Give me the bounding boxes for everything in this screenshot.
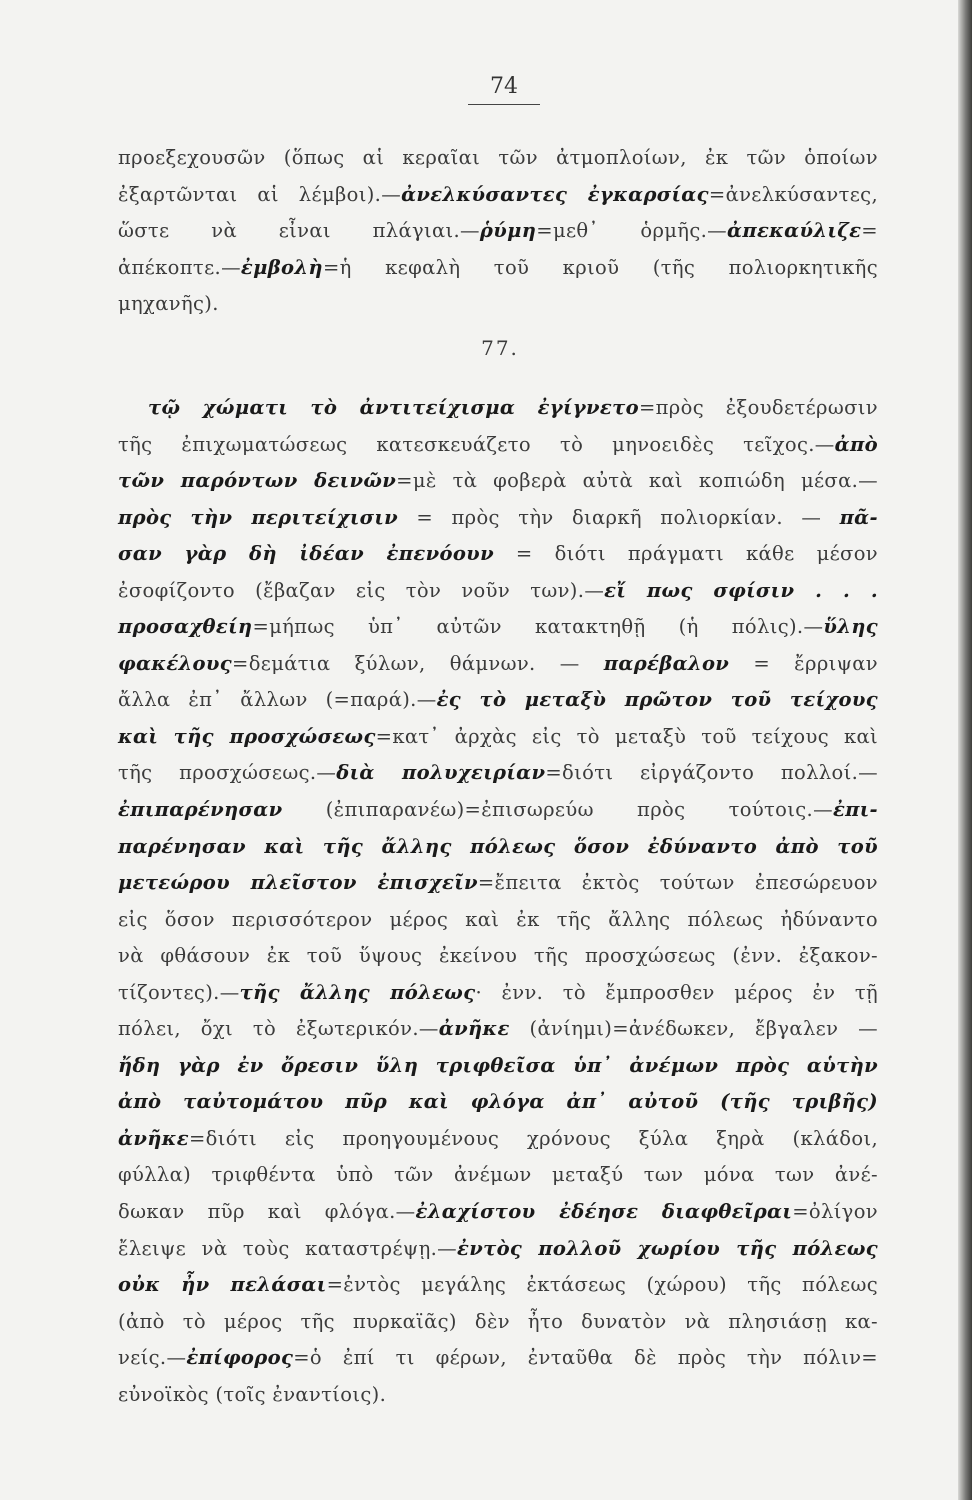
gloss-text: (ἐπιπαρανέω)=ἐπισωρεύω πρὸς τούτοις.—: [282, 798, 833, 822]
lemma-term: φακέλους: [118, 651, 233, 675]
text-line: [118, 646, 878, 683]
text-line: [118, 829, 878, 866]
page-number: 74: [468, 74, 540, 105]
gloss-text: ἔλειψε νὰ τοὺς καταστρέψῃ.—: [118, 1236, 458, 1260]
gloss-text: τῆς προσχώσεως.—: [118, 761, 337, 785]
gloss-text: μηχανῆς).: [118, 292, 219, 316]
text-line: [118, 573, 878, 610]
gloss-text: =πρὸς ἐξουδετέρωσιν: [638, 396, 878, 419]
gloss-text: · ἐνν. τὸ ἔμπροσθεν μέρος ἐν τῇ: [475, 980, 878, 1004]
gloss-text: =: [861, 219, 878, 243]
text-line: [118, 1011, 878, 1048]
lemma-term: ἀνελκύσαντες ἐγκαρσίας: [401, 182, 709, 206]
text-line: [118, 865, 878, 902]
lemma-term: μετεώρου πλεῖστον ἐπισχεῖν: [118, 871, 478, 895]
text-line: [118, 1084, 878, 1121]
lemma-term: ἀπεκαύλιζε: [727, 219, 862, 243]
lemma-term: τῶν παρόντων δεινῶν: [118, 469, 397, 493]
lemma-term: οὐκ ἦν πελάσαι: [118, 1273, 327, 1297]
gloss-text: =διότι εἰς προηγουμένους χρόνους ξύλα ξηρὰ (κλάδοι,: [188, 1126, 878, 1150]
gloss-text: = πρὸς τὴν διαρκῆ πολιορκίαν. —: [398, 505, 840, 529]
gloss-text: = ἔρριψαν: [729, 651, 878, 675]
lemma-term: ἐλαχίστου ἐδέησε διαφθεῖραι: [415, 1200, 793, 1224]
commentary-paragraph-1: [118, 140, 878, 323]
lemma-term: ἐμβολὴ: [240, 255, 323, 279]
lemma-term: τῷ χώματι τὸ ἀντιτείχισμα ἐγίγνετο: [148, 396, 639, 419]
lemma-term: πᾶ-: [839, 505, 878, 529]
text-line: [118, 1231, 878, 1268]
lemma-term: ἀνῆκε: [438, 1017, 510, 1041]
text-line: [118, 1377, 878, 1414]
gloss-text: ἐσοφίζοντο (ἔβαζαν εἰς τὸν νοῦν των).—: [118, 578, 605, 602]
gloss-text: (ἀπὸ τὸ μέρος τῆς πυρκαϊᾶς) δὲν ἦτο δυνατὸν νὰ πλησιάσῃ κα-: [118, 1309, 878, 1333]
lemma-term: πρὸς τὴν περιτείχισιν: [118, 505, 399, 529]
scan-edge-shadow: [958, 0, 972, 1500]
gloss-text: =ἡ κεφαλὴ τοῦ κριοῦ (τῆς πολιορκητικῆς: [322, 255, 878, 279]
gloss-text: ἀπέκοπτε.—: [118, 255, 241, 279]
lemma-term: ῥύμη: [479, 219, 537, 243]
gloss-text: τῆς ἐπιχωματώσεως κατεσκευάζετο τὸ μηνοειδὲς τεῖχος.—: [118, 432, 835, 456]
text-line: [118, 286, 878, 323]
lemma-term: καὶ τῆς προσχώσεως: [118, 724, 376, 748]
gloss-text: τίζοντες).—: [118, 980, 240, 1004]
gloss-text: (ἀνίημι)=ἀνέδωκεν, ἔβγαλεν —: [509, 1017, 879, 1041]
gloss-text: =ὀλίγον: [792, 1200, 878, 1224]
gloss-text: ὥστε νὰ εἶναι πλάγιαι.—: [118, 219, 480, 243]
text-line: [118, 536, 878, 573]
text-line: [118, 1121, 878, 1158]
text-line: [118, 140, 878, 177]
lemma-term: ἐντὸς πολλοῦ χωρίου τῆς πόλεως: [457, 1236, 878, 1260]
gloss-text: πόλει, ὄχι τὸ ἐξωτερικόν.—: [118, 1017, 439, 1041]
text-line: [118, 390, 878, 427]
gloss-text: προεξεχουσῶν (ὅπως αἱ κεραῖαι τῶν ἀτμοπλοίων, ἐκ τῶν ὁποίων: [118, 146, 878, 169]
lemma-term: παρένησαν καὶ τῆς ἄλλης πόλεως ὅσον ἐδύναντο ἀπὸ τοῦ: [118, 834, 878, 858]
commentary-paragraph-2: [118, 390, 878, 1413]
text-line: [118, 427, 878, 464]
text-line: [118, 755, 878, 792]
gloss-text: εἰς ὅσον περισσότερον μέρος καὶ ἐκ τῆς ἄλλης πόλεως ἠδύναντο: [118, 907, 878, 931]
gloss-text: =ὁ ἐπί τι φέρων, ἐνταῦθα δὲ πρὸς τὴν πόλιν=: [293, 1346, 878, 1370]
text-line: [118, 719, 878, 756]
text-line: [118, 975, 878, 1012]
text-line: [118, 463, 878, 500]
text-line: [118, 250, 878, 287]
gloss-text: =μὲ τὰ φοβερὰ αὐτὰ καὶ κοπιώδη μέσα.—: [396, 469, 878, 493]
gloss-text: =κατ᾽ ἀρχὰς εἰς τὸ μεταξὺ τοῦ τείχους καὶ: [375, 724, 878, 748]
lemma-term: παρέβαλον: [603, 651, 730, 675]
lemma-term: σαν γὰρ δὴ ἰδέαν ἐπενόουν: [118, 542, 494, 566]
text-line: [118, 938, 878, 975]
lemma-term: τῆς ἄλλης πόλεως: [239, 980, 476, 1004]
lemma-term: εἴ πως σφίσιν . . .: [604, 578, 878, 602]
lemma-term: ἤδη γὰρ ἐν ὄρεσιν ὕλη τριφθεῖσα ὑπ᾽ ἀνέμων πρὸς αὑτὴν: [118, 1053, 878, 1077]
gloss-text: = διότι πράγματι κάθε μέσον: [493, 542, 879, 566]
gloss-text: εὐνοϊκὸς (τοῖς ἐναντίοις).: [118, 1382, 387, 1406]
text-line: [118, 1157, 878, 1194]
lemma-term: διὰ πολυχειρίαν: [336, 761, 546, 785]
lemma-term: προσαχθείη: [118, 615, 253, 639]
gloss-text: ἄλλα ἐπ᾽ ἄλλων (=παρά).—: [118, 688, 437, 712]
gloss-text: φύλλα) τριφθέντα ὑπὸ τῶν ἀνέμων μεταξύ των μόνα των ἀνέ-: [118, 1163, 878, 1187]
text-line: [118, 500, 878, 537]
gloss-text: νείς.—: [118, 1346, 187, 1370]
text-line: [118, 902, 878, 939]
text-line: [118, 609, 878, 646]
gloss-text: =ἔπειτα ἐκτὸς τούτων ἐπεσώρευον: [477, 871, 878, 895]
section-number: 77.: [481, 336, 519, 360]
lemma-term: ἐς τὸ μεταξὺ πρῶτον τοῦ τείχους: [436, 688, 879, 712]
text-line: [118, 1340, 878, 1377]
text-line: [118, 213, 878, 250]
lemma-term: ἐπίφορος: [186, 1346, 294, 1370]
gloss-text: =μεθ᾽ ὁρμῆς.—: [536, 219, 727, 243]
text-line: [118, 792, 878, 829]
lemma-term: ὕλης: [823, 615, 878, 639]
gloss-text: νὰ φθάσουν ἐκ τοῦ ὕψους ἐκείνου τῆς προσχώσεως (ἐνν. ἐξακον-: [118, 944, 878, 968]
text-line: [118, 1304, 878, 1341]
text-line: [118, 1267, 878, 1304]
gloss-text: =ἐντὸς μεγάλης ἐκτάσεως (χώρου) τῆς πόλεως: [326, 1273, 878, 1297]
gloss-text: δωκαν πῦρ καὶ φλόγα.—: [118, 1200, 416, 1224]
gloss-text: =δεμάτια ξύλων, θάμνων. —: [232, 651, 604, 675]
text-line: [118, 682, 878, 719]
gloss-text: ἐξαρτῶνται αἱ λέμβοι).—: [118, 182, 402, 206]
gloss-text: =ἀνελκύσαντες,: [708, 182, 878, 206]
gloss-text: =διότι εἰργάζοντο πολλοί.—: [545, 761, 878, 785]
lemma-term: ἐπι-: [832, 798, 878, 822]
text-line: [118, 1048, 878, 1085]
text-line: [118, 1194, 878, 1231]
lemma-term: ἀπὸ: [834, 432, 878, 456]
lemma-term: ἀνῆκε: [118, 1126, 189, 1150]
gloss-text: =μήπως ὑπ᾽ αὐτῶν κατακτηθῇ (ἡ πόλις).—: [252, 615, 824, 639]
lemma-term: ἐπιπαρένησαν: [118, 798, 283, 822]
lemma-term: ἀπὸ ταὐτομάτου πῦρ καὶ φλόγα ἀπ᾽ αὐτοῦ (τῆς τριβῆς): [118, 1090, 878, 1114]
text-line: [118, 177, 878, 214]
